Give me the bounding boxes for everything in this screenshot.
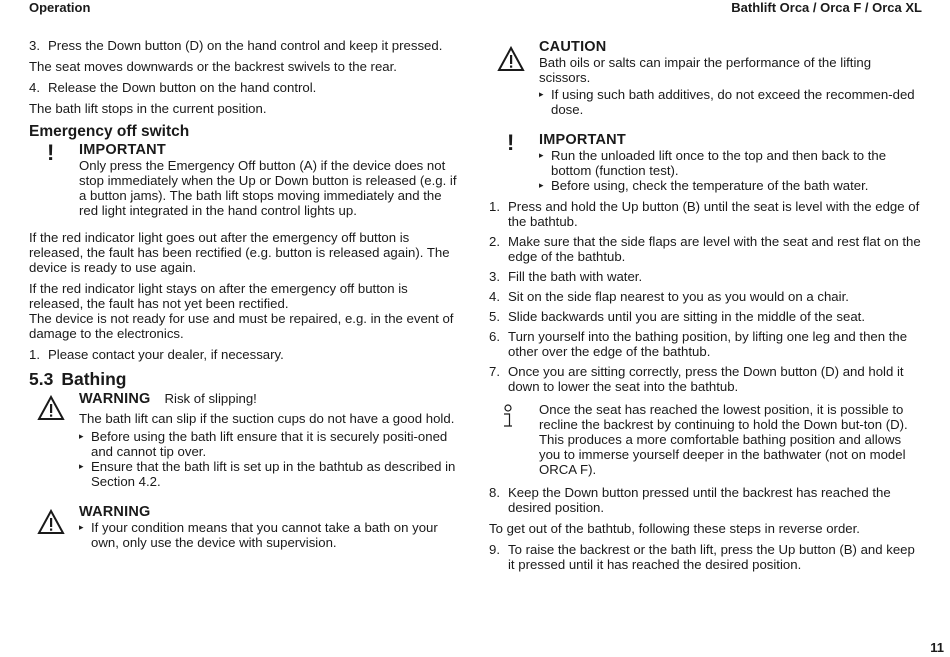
important-label: IMPORTANT bbox=[539, 132, 626, 148]
step-text: Press the Down button (D) on the hand control and keep it pressed. bbox=[48, 38, 443, 53]
step-item bbox=[489, 485, 925, 515]
section-heading bbox=[29, 369, 461, 389]
step-number: 7. bbox=[489, 364, 500, 379]
info-note bbox=[489, 402, 925, 477]
step-item bbox=[29, 38, 461, 53]
warning-label: WARNING bbox=[79, 391, 151, 407]
step-item bbox=[489, 289, 925, 304]
bullet-item bbox=[79, 459, 461, 489]
bullet-icon: ▸ bbox=[539, 89, 544, 99]
step-text: Press and hold the Up button (B) until the seat is level with the edge of the bathtub. bbox=[508, 199, 920, 229]
emergency-heading: Emergency off switch bbox=[29, 123, 190, 140]
paragraph: The device is not ready for use and must be repaired, e.g. in the event of damage to the electronics. bbox=[29, 311, 454, 341]
step-text: Turn yourself into the bathing position, by lifting one leg and then the other over the edge of the bathtub. bbox=[508, 329, 908, 359]
step-text: Slide backwards until you are sitting in the middle of the seat. bbox=[508, 309, 865, 324]
bullet-icon: ▸ bbox=[539, 180, 544, 190]
step-item bbox=[29, 80, 461, 95]
warning-label: WARNING bbox=[79, 504, 151, 520]
step-text: Make sure that the side flaps are level with the seat and rest flat on the edge of the bathtub. bbox=[508, 234, 921, 264]
bullet-icon: ▸ bbox=[539, 150, 544, 160]
paragraph: If the red indicator light goes out after the emergency off button is released, the fault has been rectified (e.g. button is released again). The device is ready to use again. bbox=[29, 230, 450, 275]
step-item bbox=[489, 364, 925, 394]
caution-label: CAUTION bbox=[539, 39, 607, 55]
paragraph: To get out of the bathtub, following these steps in reverse order. bbox=[489, 521, 860, 536]
bullet-text: Ensure that the bath lift is set up in the bathtub as described in Section 4.2. bbox=[91, 459, 456, 489]
header-section: Operation bbox=[29, 0, 91, 15]
section-title: Bathing bbox=[61, 369, 127, 389]
step-item bbox=[489, 309, 925, 324]
step-number: 6. bbox=[489, 329, 500, 344]
section-number: 5.3 bbox=[29, 369, 54, 389]
step-item bbox=[489, 234, 925, 264]
bullet-text: Before using the bath lift ensure that it is securely positi-oned and cannot tip over. bbox=[91, 429, 448, 459]
paragraph: If the red indicator light stays on after the emergency off button is released, the fault has not yet been rectified. bbox=[29, 281, 408, 311]
important-note bbox=[489, 130, 925, 193]
step-number: 4. bbox=[29, 80, 40, 95]
step-text: Sit on the side flap nearest to you as you would on a chair. bbox=[508, 289, 849, 304]
step-number: 1. bbox=[489, 199, 500, 214]
bullet-item bbox=[79, 520, 461, 550]
result-text: The bath lift stops in the current position. bbox=[29, 101, 267, 116]
step-item bbox=[489, 199, 925, 229]
warning-note bbox=[29, 505, 461, 550]
exclamation-icon: ! bbox=[47, 140, 55, 165]
step-number: 4. bbox=[489, 289, 500, 304]
info-text: Once the seat has reached the lowest position, it is possible to recline the backrest by continuing to hold the Down but-ton (D). This produces a more comfortable bathing position and allows you to immerse yourself deeper in the bathwater (not on model ORCA F). bbox=[539, 402, 908, 477]
caution-text: Bath oils or salts can impair the performance of the lifting scissors. bbox=[539, 55, 872, 85]
bullet-item bbox=[539, 178, 925, 193]
important-label: IMPORTANT bbox=[79, 142, 166, 158]
step-text: Release the Down button on the hand control. bbox=[48, 80, 317, 95]
exclamation-icon: ! bbox=[507, 130, 515, 155]
step-text: To raise the backrest or the bath lift, press the Up button (B) and keep it pressed until it has reached the desired position. bbox=[508, 542, 915, 572]
important-text: Only press the Emergency Off button (A) if the device does not stop immediately when the Up or Down button is released (e.g. if a button jams). The bath lift stops moving immediately and the red light integrated in the hand control lights up. bbox=[79, 158, 457, 218]
step-text: Fill the bath with water. bbox=[508, 269, 643, 284]
step-number: 9. bbox=[489, 542, 500, 557]
bullet-text: If your condition means that you cannot take a bath on your own, only use the device with supervision. bbox=[91, 520, 438, 550]
step-item bbox=[489, 269, 925, 284]
bullet-icon: ▸ bbox=[79, 431, 84, 441]
page-number: 11 bbox=[930, 640, 944, 655]
step-number: 3. bbox=[29, 38, 40, 53]
bullet-text: Run the unloaded lift once to the top and then back to the bottom (function test). bbox=[551, 148, 887, 178]
caution-triangle-icon bbox=[497, 46, 525, 72]
important-note bbox=[29, 140, 461, 218]
info-icon bbox=[501, 404, 515, 430]
bullet-item bbox=[79, 429, 461, 459]
step-item bbox=[29, 347, 461, 362]
bullet-item bbox=[539, 148, 925, 178]
warning-note bbox=[29, 391, 461, 489]
header-product: Bathlift Orca / Orca F / Orca XL bbox=[731, 0, 922, 15]
warning-subtitle: Risk of slipping! bbox=[164, 391, 257, 406]
step-number: 5. bbox=[489, 309, 500, 324]
step-item bbox=[489, 542, 925, 572]
warning-text: The bath lift can slip if the suction cups do not have a good hold. bbox=[79, 411, 455, 426]
step-number: 8. bbox=[489, 485, 500, 500]
step-text: Once you are sitting correctly, press the Down button (D) and hold it down to lower the seat into the bathtub. bbox=[508, 364, 904, 394]
warning-triangle-icon bbox=[37, 509, 65, 535]
bullet-text: Before using, check the temperature of the bath water. bbox=[551, 178, 869, 193]
step-number: 3. bbox=[489, 269, 500, 284]
result-text: The seat moves downwards or the backrest swivels to the rear. bbox=[29, 59, 397, 74]
step-text: Keep the Down button pressed until the backrest has reached the desired position. bbox=[508, 485, 891, 515]
step-number: 2. bbox=[489, 234, 500, 249]
bullet-item bbox=[539, 87, 925, 117]
left-column bbox=[29, 38, 461, 556]
step-item bbox=[489, 329, 925, 359]
steps-list bbox=[489, 199, 925, 394]
right-column bbox=[489, 38, 925, 572]
bullet-icon: ▸ bbox=[79, 522, 84, 532]
bullet-icon: ▸ bbox=[79, 461, 84, 471]
step-text: Please contact your dealer, if necessary. bbox=[48, 347, 284, 362]
caution-note bbox=[489, 40, 925, 117]
step-number: 1. bbox=[29, 347, 40, 362]
warning-triangle-icon bbox=[37, 395, 65, 421]
bullet-text: If using such bath additives, do not exceed the recommen-ded dose. bbox=[551, 87, 915, 117]
